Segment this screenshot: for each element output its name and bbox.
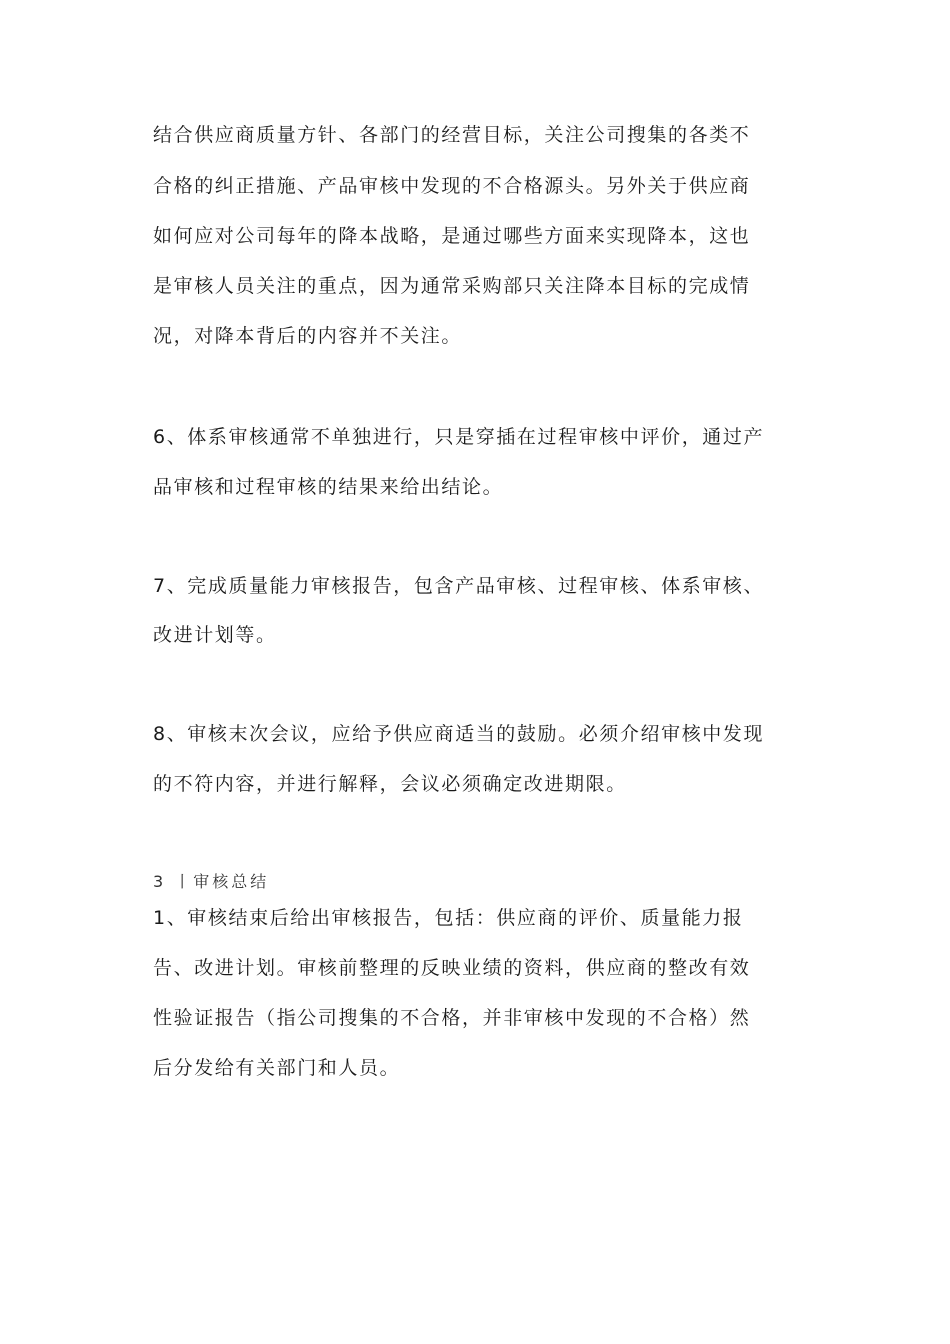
summary-line-3: 性验证报告（指公司搜集的不合格，并非审核中发现的不合格）然 bbox=[153, 1007, 751, 1029]
item-6-line-1: 6、体系审核通常不单独进行，只是穿插在过程审核中评价，通过产 bbox=[153, 426, 765, 448]
paragraph-1-line-2: 合格的纠正措施、产品审核中发现的不合格源头。另外关于供应商 bbox=[153, 175, 751, 197]
item-8-line-2: 的不符内容，并进行解释，会议必须确定改进期限。 bbox=[153, 773, 627, 795]
item-7-line-1: 7、完成质量能力审核报告，包含产品审核、过程审核、体系审核、 bbox=[153, 575, 765, 597]
item-6-line-2: 品审核和过程审核的结果来给出结论。 bbox=[153, 476, 504, 498]
summary-line-2: 告、改进计划。审核前整理的反映业绩的资料，供应商的整改有效 bbox=[153, 957, 751, 979]
item-8-line-1: 8、审核末次会议，应给予供应商适当的鼓励。必须介绍审核中发现 bbox=[153, 723, 765, 745]
section-heading: 3 丨审核总结 bbox=[153, 872, 270, 891]
summary-line-1: 1、审核结束后给出审核报告，包括：供应商的评价、质量能力报 bbox=[153, 907, 744, 929]
paragraph-1-line-5: 况，对降本背后的内容并不关注。 bbox=[153, 325, 463, 347]
paragraph-1-line-1: 结合供应商质量方针、各部门的经营目标，关注公司搜集的各类不 bbox=[153, 124, 751, 146]
summary-line-4: 后分发给有关部门和人员。 bbox=[153, 1057, 401, 1079]
item-7-line-2: 改进计划等。 bbox=[153, 624, 277, 646]
paragraph-1-line-4: 是审核人员关注的重点，因为通常采购部只关注降本目标的完成情 bbox=[153, 275, 751, 297]
paragraph-1-line-3: 如何应对公司每年的降本战略，是通过哪些方面来实现降本，这也 bbox=[153, 225, 751, 247]
